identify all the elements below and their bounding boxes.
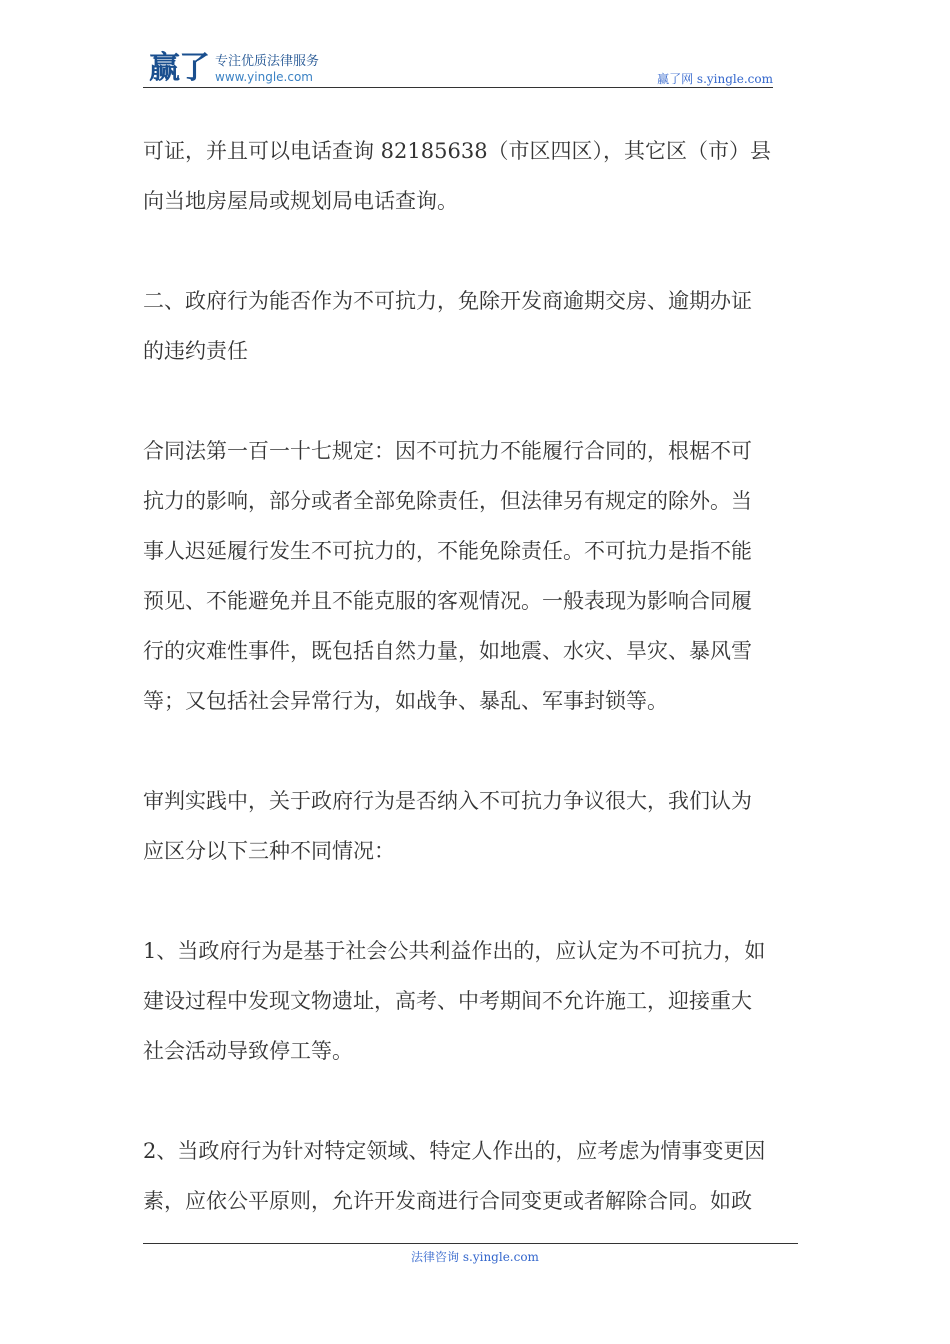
paragraph-2-heading: 二、政府行为能否作为不可抗力，免除开发商逾期交房、逾期办证 的违约责任 — [143, 289, 752, 363]
paragraph-4: 审判实践中，关于政府行为是否纳入不可抗力争议很大，我们认为 应区分以下三种不同情况： — [143, 789, 752, 863]
page-header — [143, 50, 773, 88]
header-divider — [143, 87, 773, 88]
paragraph-5: 1、当政府行为是基于社会公共利益作出的，应认定为不可抗力，如 建设过程中发现文物遗址，高考、中考期间不允许施工，迎接重大 社会活动导致停工等。 — [143, 939, 766, 1063]
logo-mark: 赢了 — [149, 50, 209, 86]
footer-site-link[interactable]: 法律咨询 s.yingle.com — [411, 1250, 539, 1264]
logo-slogan: 专注优质法律服务 — [215, 54, 320, 69]
footer-divider — [143, 1243, 798, 1244]
document-body — [143, 126, 803, 1276]
paragraph-1: 可证，并且可以电话查询 82185638（市区四区），其它区（市）县 向当地房屋局或规划局电话查询。 — [143, 139, 772, 213]
paragraph-6: 2、当政府行为针对特定领域、特定人作出的，应考虑为情事变更因 素，应依公平原则，允许开发商进行合同变更或者解除合同。如政 — [143, 1139, 766, 1213]
paragraph-3: 合同法第一百一十七规定：因不可抗力不能履行合同的，根椐不可 抗力的影响，部分或者全部免除责任，但法律另有规定的除外。当 事人迟延履行发生不可抗力的，不能免除责任。不可抗力是指不能 预见、不能避免并且不能克服的客观情况。一般表现为影响合同履 行的灾难性事件，既包括自然力量，如地震、水灾、旱灾、暴风雪 等；又包括社会异常行为，如战争、暴乱、军事封锁等。 — [143, 439, 752, 713]
logo-url: www.yingle.com — [215, 70, 313, 84]
header-site-link[interactable]: 赢了网 s.yingle.com — [657, 72, 773, 86]
